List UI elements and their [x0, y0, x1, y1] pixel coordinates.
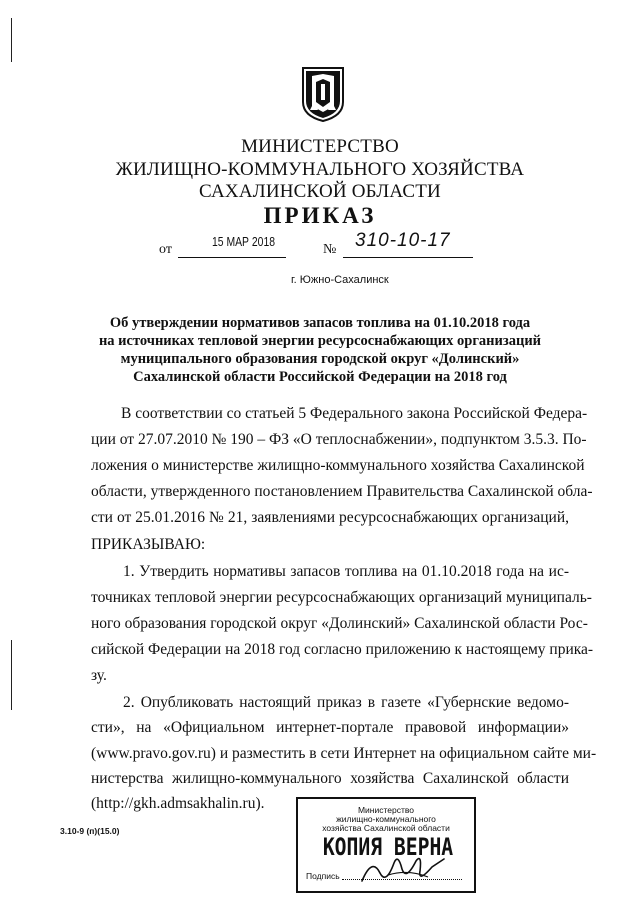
title-line: Сахалинской области Российской Федерации на 2018 год	[133, 369, 507, 385]
order-date: 15 МАР 2018	[212, 234, 276, 249]
title-line: муниципального образования городской округ «Долинский»	[120, 351, 520, 367]
scan-margin-mark	[11, 640, 12, 710]
body-line: сти от 25.01.2016 № 21, заявлениями ресурсоснабжающих организаций,	[91, 509, 569, 526]
ministry-name-line1: МИНИСТЕРСТВО	[241, 136, 399, 157]
body-line: нистерства жилищно-коммунального хозяйства Сахалинской области	[91, 770, 569, 787]
number-underline	[343, 257, 473, 258]
stamp-line: хозяйства Сахалинской области	[322, 823, 450, 833]
body-line: (www.pravo.gov.ru) и разместить в сети Интернет на официальном сайте ми-	[91, 745, 597, 762]
body-line: зу.	[91, 667, 107, 684]
city-name: г. Южно-Сахалинск	[291, 274, 389, 286]
document-code: 3.10-9 (п)(15.0)	[60, 826, 120, 836]
body-line: сийской Федерации на 2018 год согласно приложению к настоящему прика-	[91, 641, 594, 658]
order-number: 310-10-17	[355, 230, 451, 251]
title-line: Об утверждении нормативов запасов топлива на 01.10.2018 года	[109, 315, 531, 331]
body-line: точниках тепловой энергии ресурсоснабжающих организаций муниципаль-	[91, 589, 592, 606]
body-line: ного образования городской округ «Долинский» Сахалинской области Рос-	[91, 615, 588, 632]
date-underline	[178, 257, 286, 258]
ministry-name-line2: ЖИЛИЩНО-КОММУНАЛЬНОГО ХОЗЯЙСТВА	[115, 159, 525, 180]
stamp-line: жилищно-коммунального	[336, 814, 436, 824]
body-line: 1. Утвердить нормативы запасов топлива на 01.10.2018 года на ис-	[123, 563, 569, 580]
body-line: области, утвержденного постановлением Правительства Сахалинской обла-	[91, 483, 593, 500]
order-date-number-row	[0, 232, 640, 262]
body-line: ции от 27.07.2010 № 190 – ФЗ «О теплоснабжении», подпунктом 3.5.3. По-	[91, 431, 587, 448]
body-line: ложения о министерстве жилищно-коммунального хозяйства Сахалинской	[91, 457, 585, 474]
handwritten-signature-icon	[358, 851, 448, 889]
number-sign: №	[323, 242, 337, 257]
date-prefix: от	[159, 242, 172, 257]
body-line: В соответствии со статьей 5 Федерального закона Российской Федера-	[121, 405, 588, 422]
order-subject-title	[60, 314, 580, 386]
stamp-line: Министерство	[357, 805, 415, 815]
body-line: ПРИКАЗЫВАЮ:	[91, 536, 206, 553]
document-type-title: ПРИКАЗ	[263, 203, 377, 228]
title-line: на источниках тепловой энергии ресурсоснабжающих организаций	[98, 333, 542, 349]
stamp-main-text: КОПИЯ ВЕРНА	[322, 833, 454, 861]
stamp-signature-label: Подпись	[306, 871, 340, 881]
certified-copy-stamp	[296, 797, 476, 893]
body-line: сти», на «Официальном интернет-портале правовой информации»	[91, 719, 569, 736]
body-line: (http://gkh.admsakhalin.ru).	[91, 795, 265, 812]
scan-margin-mark	[11, 18, 12, 62]
ministry-name-line3: САХАЛИНСКОЙ ОБЛАСТИ	[199, 181, 441, 202]
body-line: 2. Опубликовать настоящий приказ в газете «Губернские ведомо-	[123, 694, 569, 711]
sakhalin-coat-of-arms-icon	[300, 66, 346, 122]
